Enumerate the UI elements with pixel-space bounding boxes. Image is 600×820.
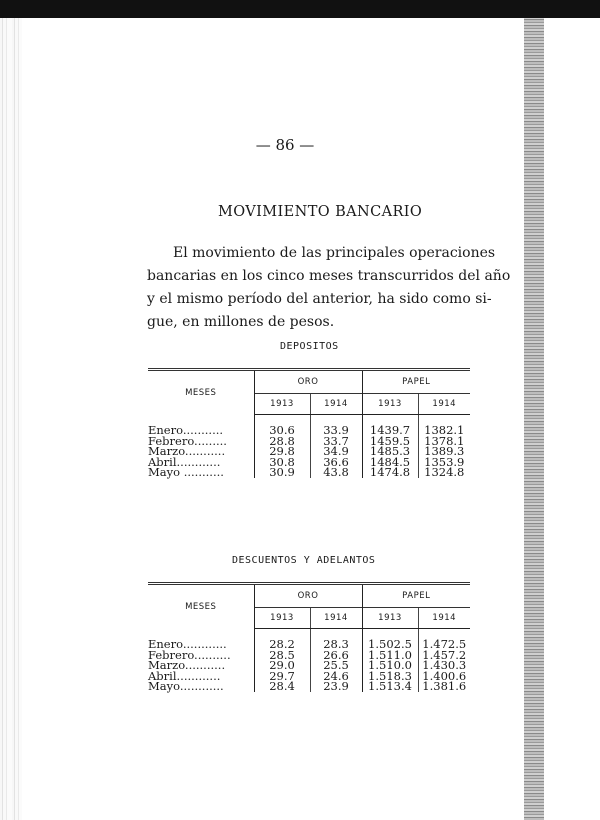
page-number: — 86 —: [255, 136, 315, 154]
value-cell: 1485.3: [362, 446, 418, 457]
value-cell: 29.7: [254, 671, 310, 682]
value-cell: 1.518.3: [362, 671, 418, 682]
value-cell: 1.457.2: [418, 650, 470, 661]
month-label: Mayo ...........: [148, 465, 224, 479]
scan-top-edge: [0, 0, 600, 18]
value-cell: 1.510.0: [362, 660, 418, 671]
value-cell: 28.3: [310, 639, 362, 650]
value-cell: 30.9: [254, 467, 310, 478]
table-row: [148, 467, 470, 478]
intro-line: y el mismo período del anterior, ha sido como si-: [147, 291, 492, 307]
value-cell: 30.8: [254, 457, 310, 468]
value-cell: 36.6: [310, 457, 362, 468]
value-cell: 24.6: [310, 671, 362, 682]
value-cell: 1.472.5: [418, 639, 470, 650]
value-cell: 1459.5: [362, 436, 418, 447]
month-label: Enero...........: [148, 423, 224, 437]
value-cell: 1353.9: [418, 457, 470, 468]
value-cell: 28.5: [254, 650, 310, 661]
value-cell: 28.2: [254, 639, 310, 650]
value-cell: 1.381.6: [418, 681, 470, 692]
month-label: Abril............: [148, 668, 221, 683]
value-cell: 1.400.6: [418, 671, 470, 682]
intro-paragraph: [147, 242, 511, 334]
column-group-papel: PAPEL: [362, 370, 470, 394]
value-cell: 29.0: [254, 660, 310, 671]
value-cell: 33.7: [310, 436, 362, 447]
value-cell: 1439.7: [362, 425, 418, 436]
value-cell: 25.5: [310, 660, 362, 671]
document-page: [22, 18, 524, 820]
column-header-year: 1913: [254, 394, 310, 415]
month-label: Enero............: [148, 637, 227, 651]
column-header-meses: MESES: [185, 601, 217, 612]
section-title: MOVIMIENTO BANCARIO: [218, 204, 423, 220]
value-cell: 28.8: [254, 436, 310, 447]
intro-line: bancarias en los cinco meses transcurridos del año: [147, 268, 511, 284]
value-cell: 1.511.0: [362, 650, 418, 661]
value-cell: 1.430.3: [418, 660, 470, 671]
column-header-year: 1914: [418, 394, 470, 415]
table-depositos: [148, 368, 470, 478]
value-cell: 1389.3: [418, 446, 470, 457]
table-descuentos: [148, 582, 470, 692]
intro-line: gue, en millones de pesos.: [147, 314, 335, 330]
value-cell: 26.6: [310, 650, 362, 661]
month-label: Abril............: [148, 454, 221, 469]
value-cell: 1324.8: [418, 467, 470, 478]
table-row: [148, 681, 470, 692]
column-header-year: 1914: [310, 608, 362, 629]
column-group-oro: ORO: [254, 584, 362, 608]
value-cell: 23.9: [310, 681, 362, 692]
value-cell: 1484.5: [362, 457, 418, 468]
value-cell: 1382.1: [418, 425, 470, 436]
column-header-year: 1913: [362, 608, 418, 629]
month-label: Mayo............: [148, 679, 224, 693]
table-heading-depositos: DEPOSITOS: [280, 341, 339, 352]
value-cell: 43.8: [310, 467, 362, 478]
column-group-papel: PAPEL: [362, 584, 470, 608]
value-cell: 30.6: [254, 425, 310, 436]
column-header-year: 1913: [362, 394, 418, 415]
value-cell: 1474.8: [362, 467, 418, 478]
value-cell: 33.9: [310, 425, 362, 436]
month-label: Marzo...........: [148, 444, 226, 458]
value-cell: 1.513.4: [362, 681, 418, 692]
value-cell: 1.502.5: [362, 639, 418, 650]
month-label: Febrero..........: [148, 647, 231, 662]
column-header-year: 1914: [310, 394, 362, 415]
value-cell: 1378.1: [418, 436, 470, 447]
month-label: Febrero.........: [148, 433, 227, 448]
column-group-oro: ORO: [254, 370, 362, 394]
column-header-year: 1914: [418, 608, 470, 629]
column-header-meses: MESES: [185, 387, 217, 398]
intro-line: El movimiento de las principales operaciones: [173, 245, 496, 261]
table-heading-descuentos: DESCUENTOS Y ADELANTOS: [232, 555, 376, 566]
value-cell: 34.9: [310, 446, 362, 457]
value-cell: 28.4: [254, 681, 310, 692]
month-label: Marzo...........: [148, 658, 226, 672]
value-cell: 29.8: [254, 446, 310, 457]
column-header-year: 1913: [254, 608, 310, 629]
